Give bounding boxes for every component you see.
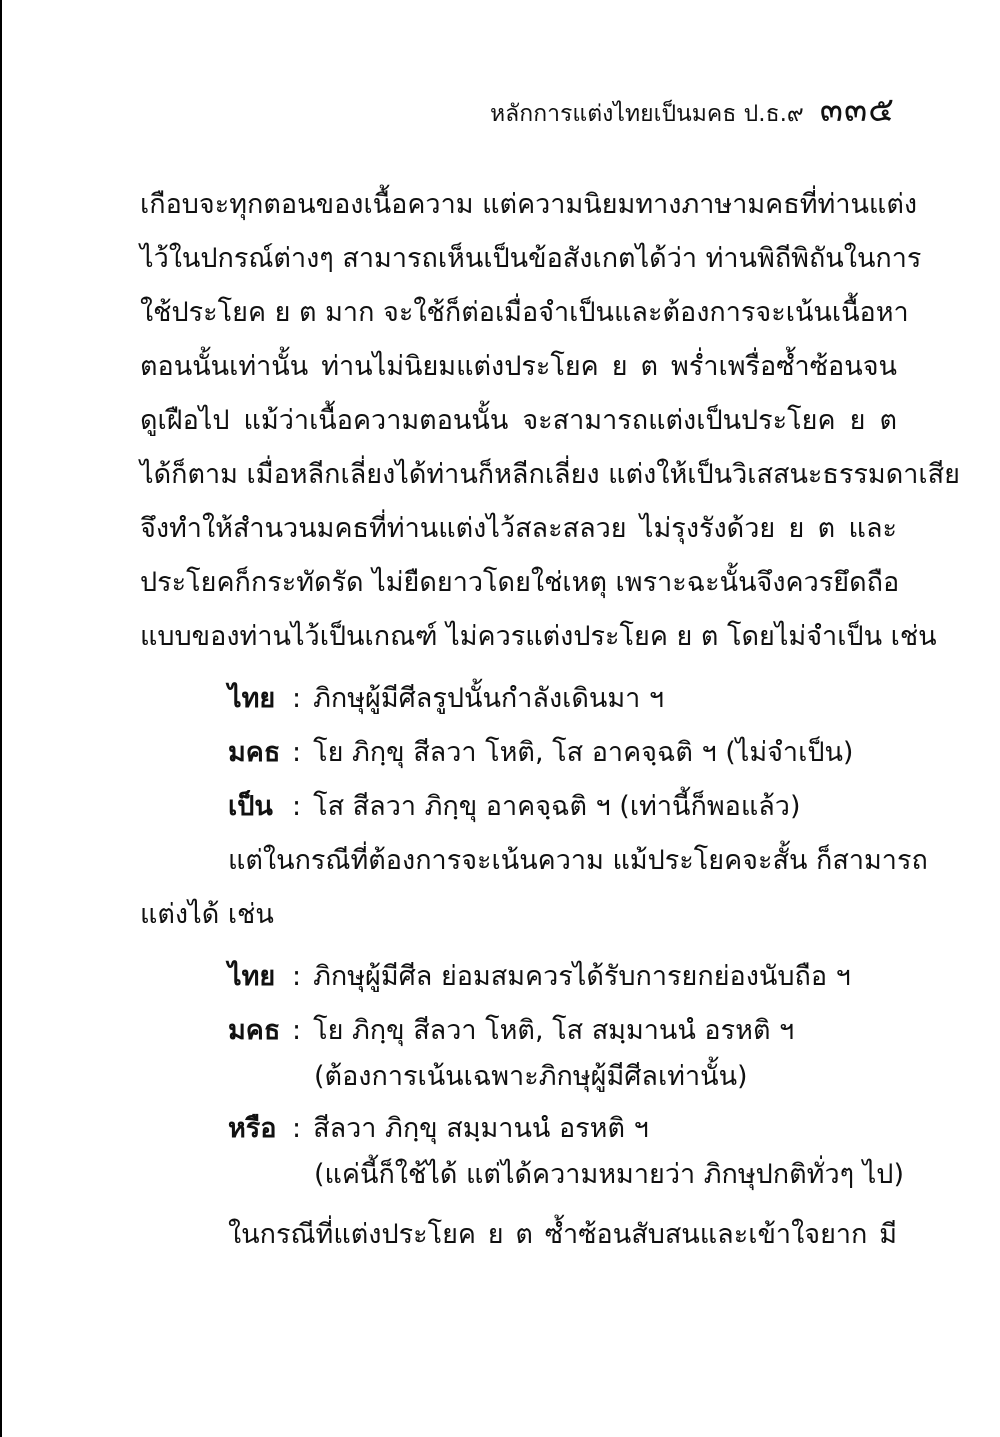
pen-sentence: โส สีลวา ภิกฺขุ อาคจฺฉติ ฯ (เท่านี้ก็พอแล้ว)	[313, 791, 801, 822]
header-title: หลักการแต่งไทยเป็นมคธ ป.ธ.๙	[490, 101, 804, 127]
label-pen: เป็น	[228, 791, 273, 822]
colon: :	[292, 683, 302, 714]
body-text	[140, 185, 960, 1269]
example-1	[140, 679, 897, 841]
magadha-note: (ต้องการเน้นเฉพาะภิกษุผู้มีศีลเท่านั้น)	[314, 1061, 748, 1092]
colon: :	[292, 737, 302, 768]
text-line: แบบของท่านไว้เป็นเกณฑ์ ไม่ควรแต่งประโยค ย ต โดยไม่จำเป็น เช่น	[140, 621, 937, 652]
paragraph-1	[140, 185, 960, 671]
paragraph-3	[140, 1215, 897, 1269]
text-line: ไว้ในปกรณ์ต่างๆ สามารถเห็นเป็นข้อสังเกตได้ว่า ท่านพิถีพิถันในการ	[140, 243, 922, 274]
text-line: แต่ในกรณีที่ต้องการจะเน้นความ แม้ประโยคจะสั้น ก็สามารถ	[228, 845, 928, 876]
example-row-thai	[140, 679, 897, 733]
example-row-pen	[140, 787, 897, 841]
text-line: แต่งได้ เช่น	[140, 899, 274, 930]
colon: :	[292, 961, 302, 992]
colon: :	[292, 1113, 302, 1144]
text-line: จึงทำให้สำนวนมคธที่ท่านแต่งไว้สละสลวย ไม่รุงรังด้วย ย ต และ	[140, 513, 897, 544]
label-magadha: มคธ	[228, 737, 281, 768]
colon: :	[292, 1015, 302, 1046]
colon: :	[292, 791, 302, 822]
text-line: เกือบจะทุกตอนของเนื้อความ แต่ความนิยมทางภาษามคธที่ท่านแต่ง	[140, 189, 918, 220]
paragraph-2	[140, 841, 928, 949]
text-line: ในกรณีที่แต่งประโยค ย ต ซ้ำซ้อนสับสนและเข้าใจยาก มี	[228, 1219, 897, 1250]
label-thai: ไทย	[228, 683, 276, 714]
page-number: ๓๓๕	[819, 90, 895, 130]
example-row-thai	[140, 957, 897, 1011]
text-line: ประโยคก็กระทัดรัด ไม่ยืดยาวโดยใช่เหตุ เพราะฉะนั้นจึงควรยึดถือ	[140, 567, 900, 598]
magadha-sentence: โย ภิกฺขุ สีลวา โหติ, โส อาคจฺฉติ ฯ (ไม่จำเป็น)	[313, 737, 854, 768]
thai-sentence: ภิกษุผู้มีศีลรูปนั้นกำลังเดินมา ฯ	[313, 683, 665, 714]
example-2	[140, 957, 904, 1207]
label-or: หรือ	[228, 1113, 277, 1144]
example-row-magadha	[140, 733, 897, 787]
thai-sentence: ภิกษุผู้มีศีล ย่อมสมควรได้รับการยกย่องนับถือ ฯ	[313, 961, 851, 992]
magadha-sentence: โย ภิกฺขุ สีลวา โหติ, โส สมฺมานนํ อรหติ ฯ	[313, 1015, 795, 1046]
label-magadha: มคธ	[228, 1015, 281, 1046]
label-thai: ไทย	[228, 961, 276, 992]
running-header	[490, 82, 895, 136]
or-note: (แค่นี้ก็ใช้ได้ แต่ได้ความหมายว่า ภิกษุปกติทั่วๆ ไป)	[314, 1159, 904, 1190]
text-line: ใช้ประโยค ย ต มาก จะใช้ก็ต่อเมื่อจำเป็นและต้องการจะเน้นเนื้อหา	[140, 297, 909, 328]
text-line: ดูเฝือไป แม้ว่าเนื้อความตอนนั้น จะสามารถแต่งเป็นประโยค ย ต	[140, 405, 897, 436]
text-line: ได้ก็ตาม เมื่อหลีกเลี่ยงได้ท่านก็หลีกเลี่ยง แต่งให้เป็นวิเสสนะธรรมดาเสีย	[140, 459, 960, 490]
text-line: ตอนนั้นเท่านั้น ท่านไม่นิยมแต่งประโยค ย ต พร่ำเพรื่อซ้ำซ้อนจน	[140, 351, 897, 382]
or-sentence: สีลวา ภิกฺขุ สมฺมานนํ อรหติ ฯ	[313, 1113, 649, 1144]
